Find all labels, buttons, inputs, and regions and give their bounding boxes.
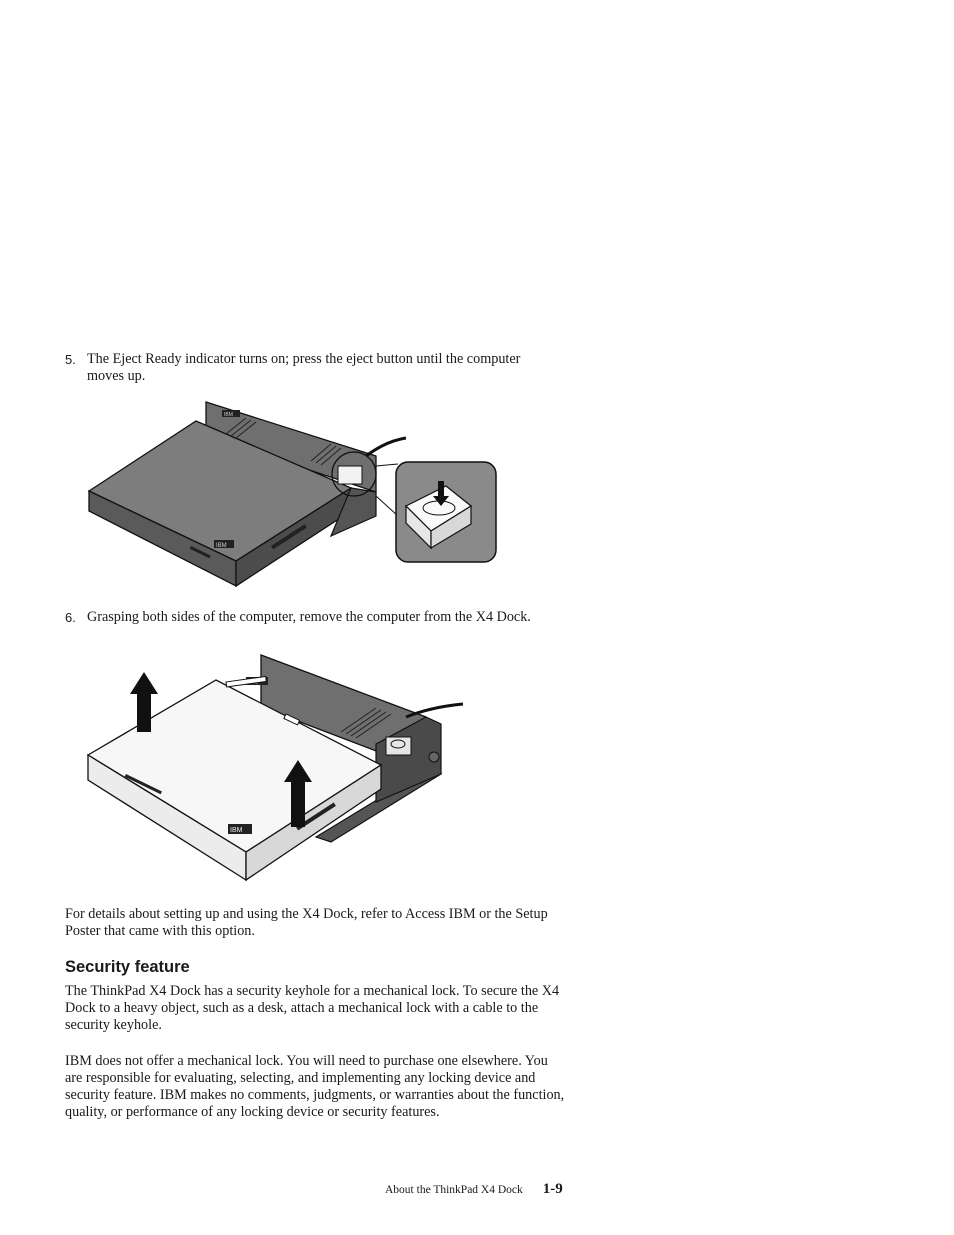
eject-button-illustration [86,396,501,596]
step-5 [65,351,555,385]
page-number: 1-9 [542,1181,563,1197]
svg-text:IBM: IBM [224,412,233,418]
details-paragraph: For details about setting up and using the X4 Dock, refer to Access IBM or the Setup Poster that came with this option. [65,906,548,939]
svg-text:IBM: IBM [230,827,243,834]
security-paragraph-1: The ThinkPad X4 Dock has a security keyhole for a mechanical lock. To secure the X4 Dock to a heavy object, such as a desk, attach a mechanical lock with a cable to the security keyhole. [65,983,560,1033]
remove-computer-illustration [86,652,466,882]
section-heading: Security feature [65,958,190,976]
step-number: 6. [65,610,76,625]
page-footer [385,1180,563,1198]
step-number: 5. [65,352,76,367]
step-6 [65,609,555,626]
step-text: Grasping both sides of the computer, remove the computer from the X4 Dock. [87,609,531,625]
security-paragraph-2: IBM does not offer a mechanical lock. You will need to purchase one elsewhere. You are responsible for evaluating, selecting, and implementing any locking device and security feature. IBM makes no comments, judgments, or warranties about the function, quality, or performance of any locking device or security features. [65,1053,565,1120]
svg-text:IBM: IBM [216,543,227,549]
step-text: The Eject Ready indicator turns on; press the eject button until the computer moves up. [87,351,521,384]
footer-title: About the ThinkPad X4 Dock [385,1184,523,1196]
